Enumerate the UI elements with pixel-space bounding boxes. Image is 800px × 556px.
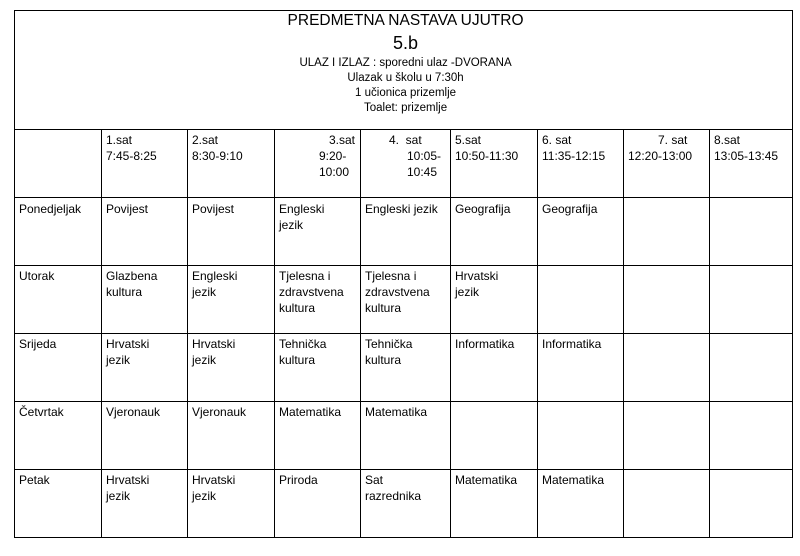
period-time: 10:50-11:30	[455, 149, 519, 163]
period-label: 6. sat	[542, 133, 572, 147]
lesson-cell: Matematika	[451, 470, 538, 538]
lesson-cell: Povijest	[102, 198, 188, 266]
lesson-cell: Tehnička kultura	[361, 334, 451, 402]
day-name: Četvrtak	[15, 402, 102, 470]
period-label: 2.sat	[192, 133, 219, 147]
lesson-cell: Geografija	[538, 198, 624, 266]
period-header	[275, 130, 361, 198]
period-time: 11:35-12:15	[542, 149, 606, 163]
lesson-cell: Povijest	[188, 198, 275, 266]
arrival-info: Ulazak u školu u 7:30h	[347, 72, 464, 84]
lesson-cell: Hrvatski jezik	[188, 334, 275, 402]
timetable-header	[15, 11, 793, 130]
lesson-cell: Priroda	[275, 470, 361, 538]
period-label: 7. sat	[658, 133, 688, 147]
period-header	[361, 130, 451, 198]
day-row-petak	[15, 470, 793, 538]
lesson-cell	[710, 402, 793, 470]
period-header	[710, 130, 793, 198]
day-name: Utorak	[15, 266, 102, 334]
page-title: PREDMETNA NASTAVA UJUTRO	[287, 12, 524, 29]
period-label: 5.sat	[455, 133, 482, 147]
lesson-cell: Hrvatski jezik	[188, 470, 275, 538]
lesson-cell: Engleski jezik	[361, 198, 451, 266]
day-row-srijeda	[15, 334, 793, 402]
lesson-cell	[624, 402, 710, 470]
lesson-cell	[624, 470, 710, 538]
lesson-cell: Vjeronauk	[188, 402, 275, 470]
lesson-cell: Glazbena kultura	[102, 266, 188, 334]
period-header	[451, 130, 538, 198]
lesson-cell: Informatika	[538, 334, 624, 402]
lesson-cell	[710, 266, 793, 334]
lesson-cell	[710, 470, 793, 538]
toilet-info: Toalet: prizemlje	[364, 102, 448, 114]
lesson-cell: Informatika	[451, 334, 538, 402]
lesson-cell	[710, 334, 793, 402]
period-label: 1.sat	[106, 133, 133, 147]
lesson-cell: Matematika	[275, 402, 361, 470]
text-cursor	[792, 478, 793, 492]
day-name: Ponedjeljak	[15, 198, 102, 266]
period-label: 4. sat	[389, 133, 422, 147]
lesson-cell: Hrvatski jezik	[102, 470, 188, 538]
lesson-cell	[624, 266, 710, 334]
period-time: 7:45-8:25	[106, 149, 157, 163]
day-row-utorak	[15, 266, 793, 334]
lesson-cell: Hrvatski jezik	[102, 334, 188, 402]
day-row-ponedjeljak	[15, 198, 793, 266]
lesson-cell: Tehnička kultura	[275, 334, 361, 402]
lesson-cell	[451, 402, 538, 470]
period-time: 10:05- 10:45	[407, 149, 442, 179]
class-name: 5.b	[393, 33, 419, 53]
entrance-info: ULAZ I IZLAZ : sporedni ulaz -DVORANA	[299, 57, 512, 69]
period-label: 8.sat	[714, 133, 741, 147]
timetable	[14, 10, 793, 538]
lesson-cell: Geografija	[451, 198, 538, 266]
period-header	[538, 130, 624, 198]
day-name: Petak	[15, 470, 102, 538]
period-time: 9:20- 10:00	[319, 149, 350, 179]
classroom-info: 1 učionica prizemlje	[355, 87, 457, 99]
lesson-cell: Hrvatski jezik	[451, 266, 538, 334]
day-name: Srijeda	[15, 334, 102, 402]
lesson-cell: Engleski jezik	[188, 266, 275, 334]
period-header	[624, 130, 710, 198]
corner-cell	[15, 130, 102, 198]
period-time: 8:30-9:10	[192, 149, 243, 163]
lesson-cell: Tjelesna i zdravstvena kultura	[361, 266, 451, 334]
lesson-cell: Matematika	[361, 402, 451, 470]
day-row-cetvrtak	[15, 402, 793, 470]
lesson-cell	[710, 198, 793, 266]
lesson-cell: Sat razrednika	[361, 470, 451, 538]
lesson-cell: Engleski jezik	[275, 198, 361, 266]
lesson-cell	[538, 402, 624, 470]
lesson-cell: Vjeronauk	[102, 402, 188, 470]
lesson-cell	[538, 266, 624, 334]
period-label: 3.sat	[329, 133, 356, 147]
period-time: 13:05-13:45	[714, 149, 779, 163]
period-time: 12:20-13:00	[628, 149, 693, 163]
period-header	[188, 130, 275, 198]
lesson-cell: Matematika	[538, 470, 624, 538]
lesson-cell	[624, 198, 710, 266]
lesson-cell	[624, 334, 710, 402]
period-header	[102, 130, 188, 198]
period-header-row	[15, 130, 793, 198]
lesson-cell: Tjelesna i zdravstvena kultura	[275, 266, 361, 334]
